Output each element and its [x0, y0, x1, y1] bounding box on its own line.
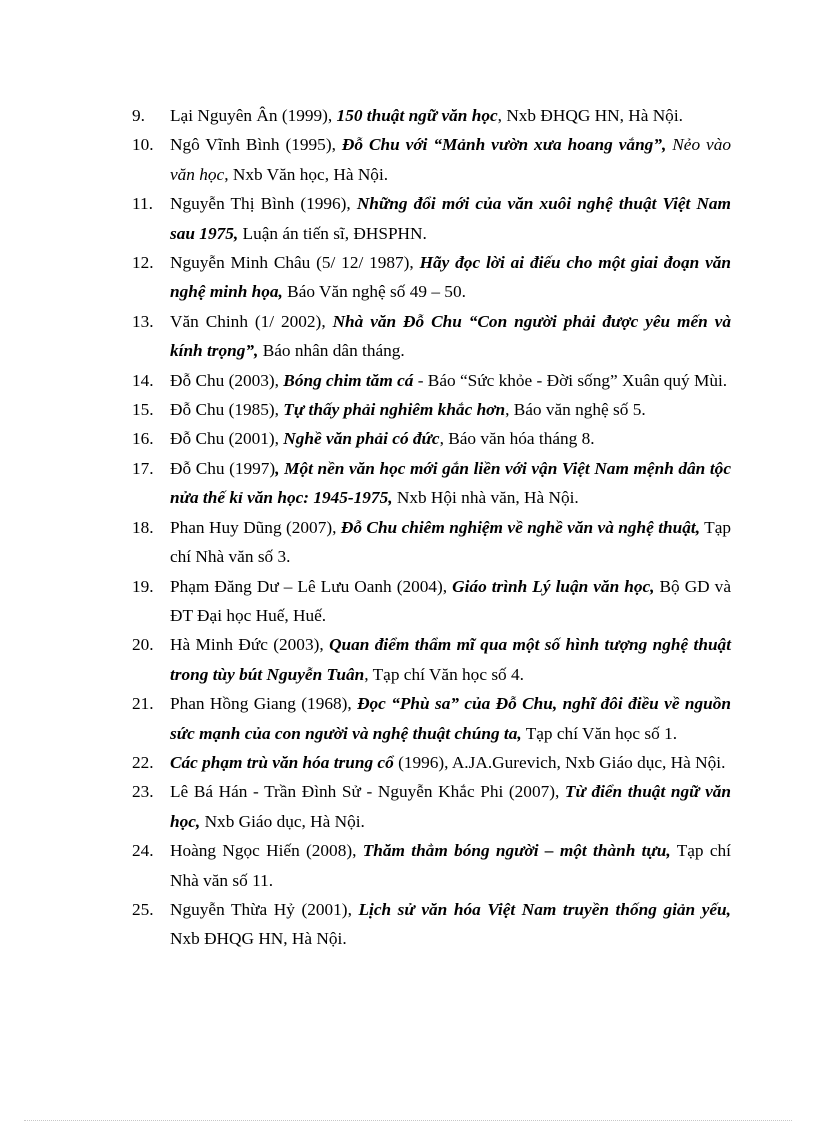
reference-text: Nxb ĐHQG HN, Hà Nội. [170, 929, 347, 949]
reference-text: Hà Minh Đức (2003), [170, 635, 330, 655]
reference-text: Nxb Giáo dục, Hà Nội. [200, 811, 365, 831]
reference-item [132, 513, 731, 572]
reference-item [132, 895, 731, 954]
reference-item [132, 748, 731, 777]
reference-title: Đỗ Chu chiêm nghiệm về nghề văn và nghệ thuật, [340, 517, 701, 537]
reference-number: 9. [132, 106, 145, 125]
reference-number: 10. [132, 135, 154, 155]
reference-text: (1996), A.JA.Gurevich, Nxb Giáo dục, Hà Nội. [393, 752, 726, 772]
reference-item [132, 454, 731, 513]
reference-title: Bóng chim tăm cá [283, 370, 414, 390]
reference-item [132, 307, 731, 366]
reference-text: Hoàng Ngọc Hiến (2008), [170, 841, 363, 861]
reference-text: Tạp chí Nhà văn số 11. [170, 841, 731, 890]
reference-text: Bộ GD và ĐT Đại học Huế, Huế. [170, 576, 731, 625]
reference-text: Lê Bá Hán - Trần Đình Sử - Nguyễn Khắc Phi (2007), [170, 782, 565, 802]
reference-number: 23. [132, 782, 154, 802]
reference-text: Luận án tiến sĩ, ĐHSPHN. [238, 223, 427, 243]
reference-text: Báo Văn nghệ số 49 – 50. [282, 282, 466, 302]
reference-text: Nguyễn Thừa Hỷ (2001), [170, 899, 359, 919]
reference-number: 13. [132, 311, 154, 331]
reference-text: , Nxb ĐHQG HN, Hà Nội. [497, 106, 683, 125]
reference-number: 11. [132, 194, 153, 214]
reference-number: 16. [132, 429, 154, 449]
reference-text: Tạp chí Văn học số 1. [521, 723, 678, 743]
reference-item [132, 101, 731, 130]
reference-text: Văn Chinh (1/ 2002), [170, 311, 333, 331]
reference-title: Đọc “Phù sa” của Đỗ Chu, nghĩ đôi điều về nguồn sức mạnh của con người và nghệ thuật chúng ta, [170, 694, 731, 743]
reference-item [132, 836, 731, 895]
reference-text: , Nxb Văn học, Hà Nội. [224, 164, 389, 184]
reference-title: Thăm thẳm bóng người – một thành tựu, [362, 841, 671, 861]
reference-item [132, 630, 731, 689]
reference-text: Báo nhân dân tháng. [258, 341, 405, 361]
reference-title: 150 thuật ngữ văn học [336, 106, 498, 125]
reference-number: 15. [132, 400, 154, 420]
reference-text: Ngô Vĩnh Bình (1995), [170, 135, 342, 155]
reference-number: 20. [132, 635, 154, 655]
reference-title: Các phạm trù văn hóa trung cổ [170, 752, 394, 772]
reference-title: Nhà văn Đỗ Chu “Con người phải được yêu mến và kính trọng”, [170, 311, 731, 361]
reference-item [132, 689, 731, 748]
reference-list [132, 101, 731, 954]
reference-item [132, 366, 731, 395]
reference-number: 12. [132, 253, 154, 273]
reference-item [132, 777, 731, 836]
reference-number: 24. [132, 841, 154, 861]
footer-divider [24, 1120, 792, 1121]
reference-text: Tạp chí Nhà văn số 3. [170, 517, 732, 567]
reference-number: 21. [132, 694, 154, 714]
reference-text: Nguyễn Thị Bình (1996), [170, 194, 357, 214]
reference-title: Giáo trình Lý luận văn học, [452, 576, 655, 596]
reference-title: Hãy đọc lời ai điếu cho một giai đoạn văn nghệ minh họa, [170, 253, 731, 302]
reference-title: Quan điểm thẩm mĩ qua một số hình tượng nghệ thuật trong tùy bút Nguyễn Tuân [170, 635, 732, 684]
reference-title: Nghề văn phải có đức [283, 429, 440, 449]
reference-text: Đỗ Chu (2001), [170, 429, 284, 449]
reference-number: 22. [132, 752, 154, 772]
reference-title: Tự thấy phải nghiêm khắc hơn [283, 400, 506, 420]
reference-text: Lại Nguyên Ân (1999), [170, 106, 337, 125]
reference-number: 18. [132, 517, 154, 537]
reference-text: Phan Hồng Giang (1968), [170, 694, 358, 714]
reference-title: , Một nền văn học mới gắn liền với vận Việt Nam mệnh dân tộc nửa thế kỉ văn học: 1945-1975, [170, 458, 731, 508]
reference-title: Những đổi mới của văn xuôi nghệ thuật Việt Nam sau 1975, [170, 194, 732, 243]
reference-text: Nguyễn Minh Châu (5/ 12/ 1987), [170, 253, 420, 273]
reference-source: Nẻo vào văn học [170, 135, 731, 184]
reference-item [132, 395, 731, 424]
reference-text: Đỗ Chu (2003), [170, 370, 284, 390]
reference-item [132, 248, 731, 307]
reference-text: - Báo “Sức khỏe - Đời sống” Xuân quý Mùi. [413, 370, 728, 390]
reference-text: Nxb Hội nhà văn, Hà Nội. [392, 488, 579, 508]
reference-title: Từ điển thuật ngữ văn học, [170, 782, 731, 831]
reference-text: Phạm Đăng Dư – Lê Lưu Oanh (2004), [170, 576, 453, 596]
reference-text: , Báo văn hóa tháng 8. [439, 429, 595, 449]
reference-number: 25. [132, 899, 154, 919]
reference-number: 19. [132, 576, 154, 596]
reference-number: 14. [132, 370, 154, 390]
reference-item [132, 130, 731, 189]
reference-item [132, 424, 731, 453]
reference-text: Đỗ Chu (1985), [170, 400, 284, 420]
reference-number: 17. [132, 458, 154, 478]
reference-title: Lịch sử văn hóa Việt Nam truyền thống giản yếu, [358, 899, 731, 919]
reference-text: , Báo văn nghệ số 5. [505, 400, 646, 420]
reference-text: Phan Huy Dũng (2007), [170, 517, 341, 537]
reference-item [132, 189, 731, 248]
reference-text: , Tạp chí Văn học số 4. [364, 664, 524, 684]
reference-title: Đỗ Chu với “Mảnh vườn xưa hoang vắng”, [341, 135, 673, 155]
reference-item [132, 572, 731, 631]
reference-text: Đỗ Chu (1997) [170, 458, 276, 478]
